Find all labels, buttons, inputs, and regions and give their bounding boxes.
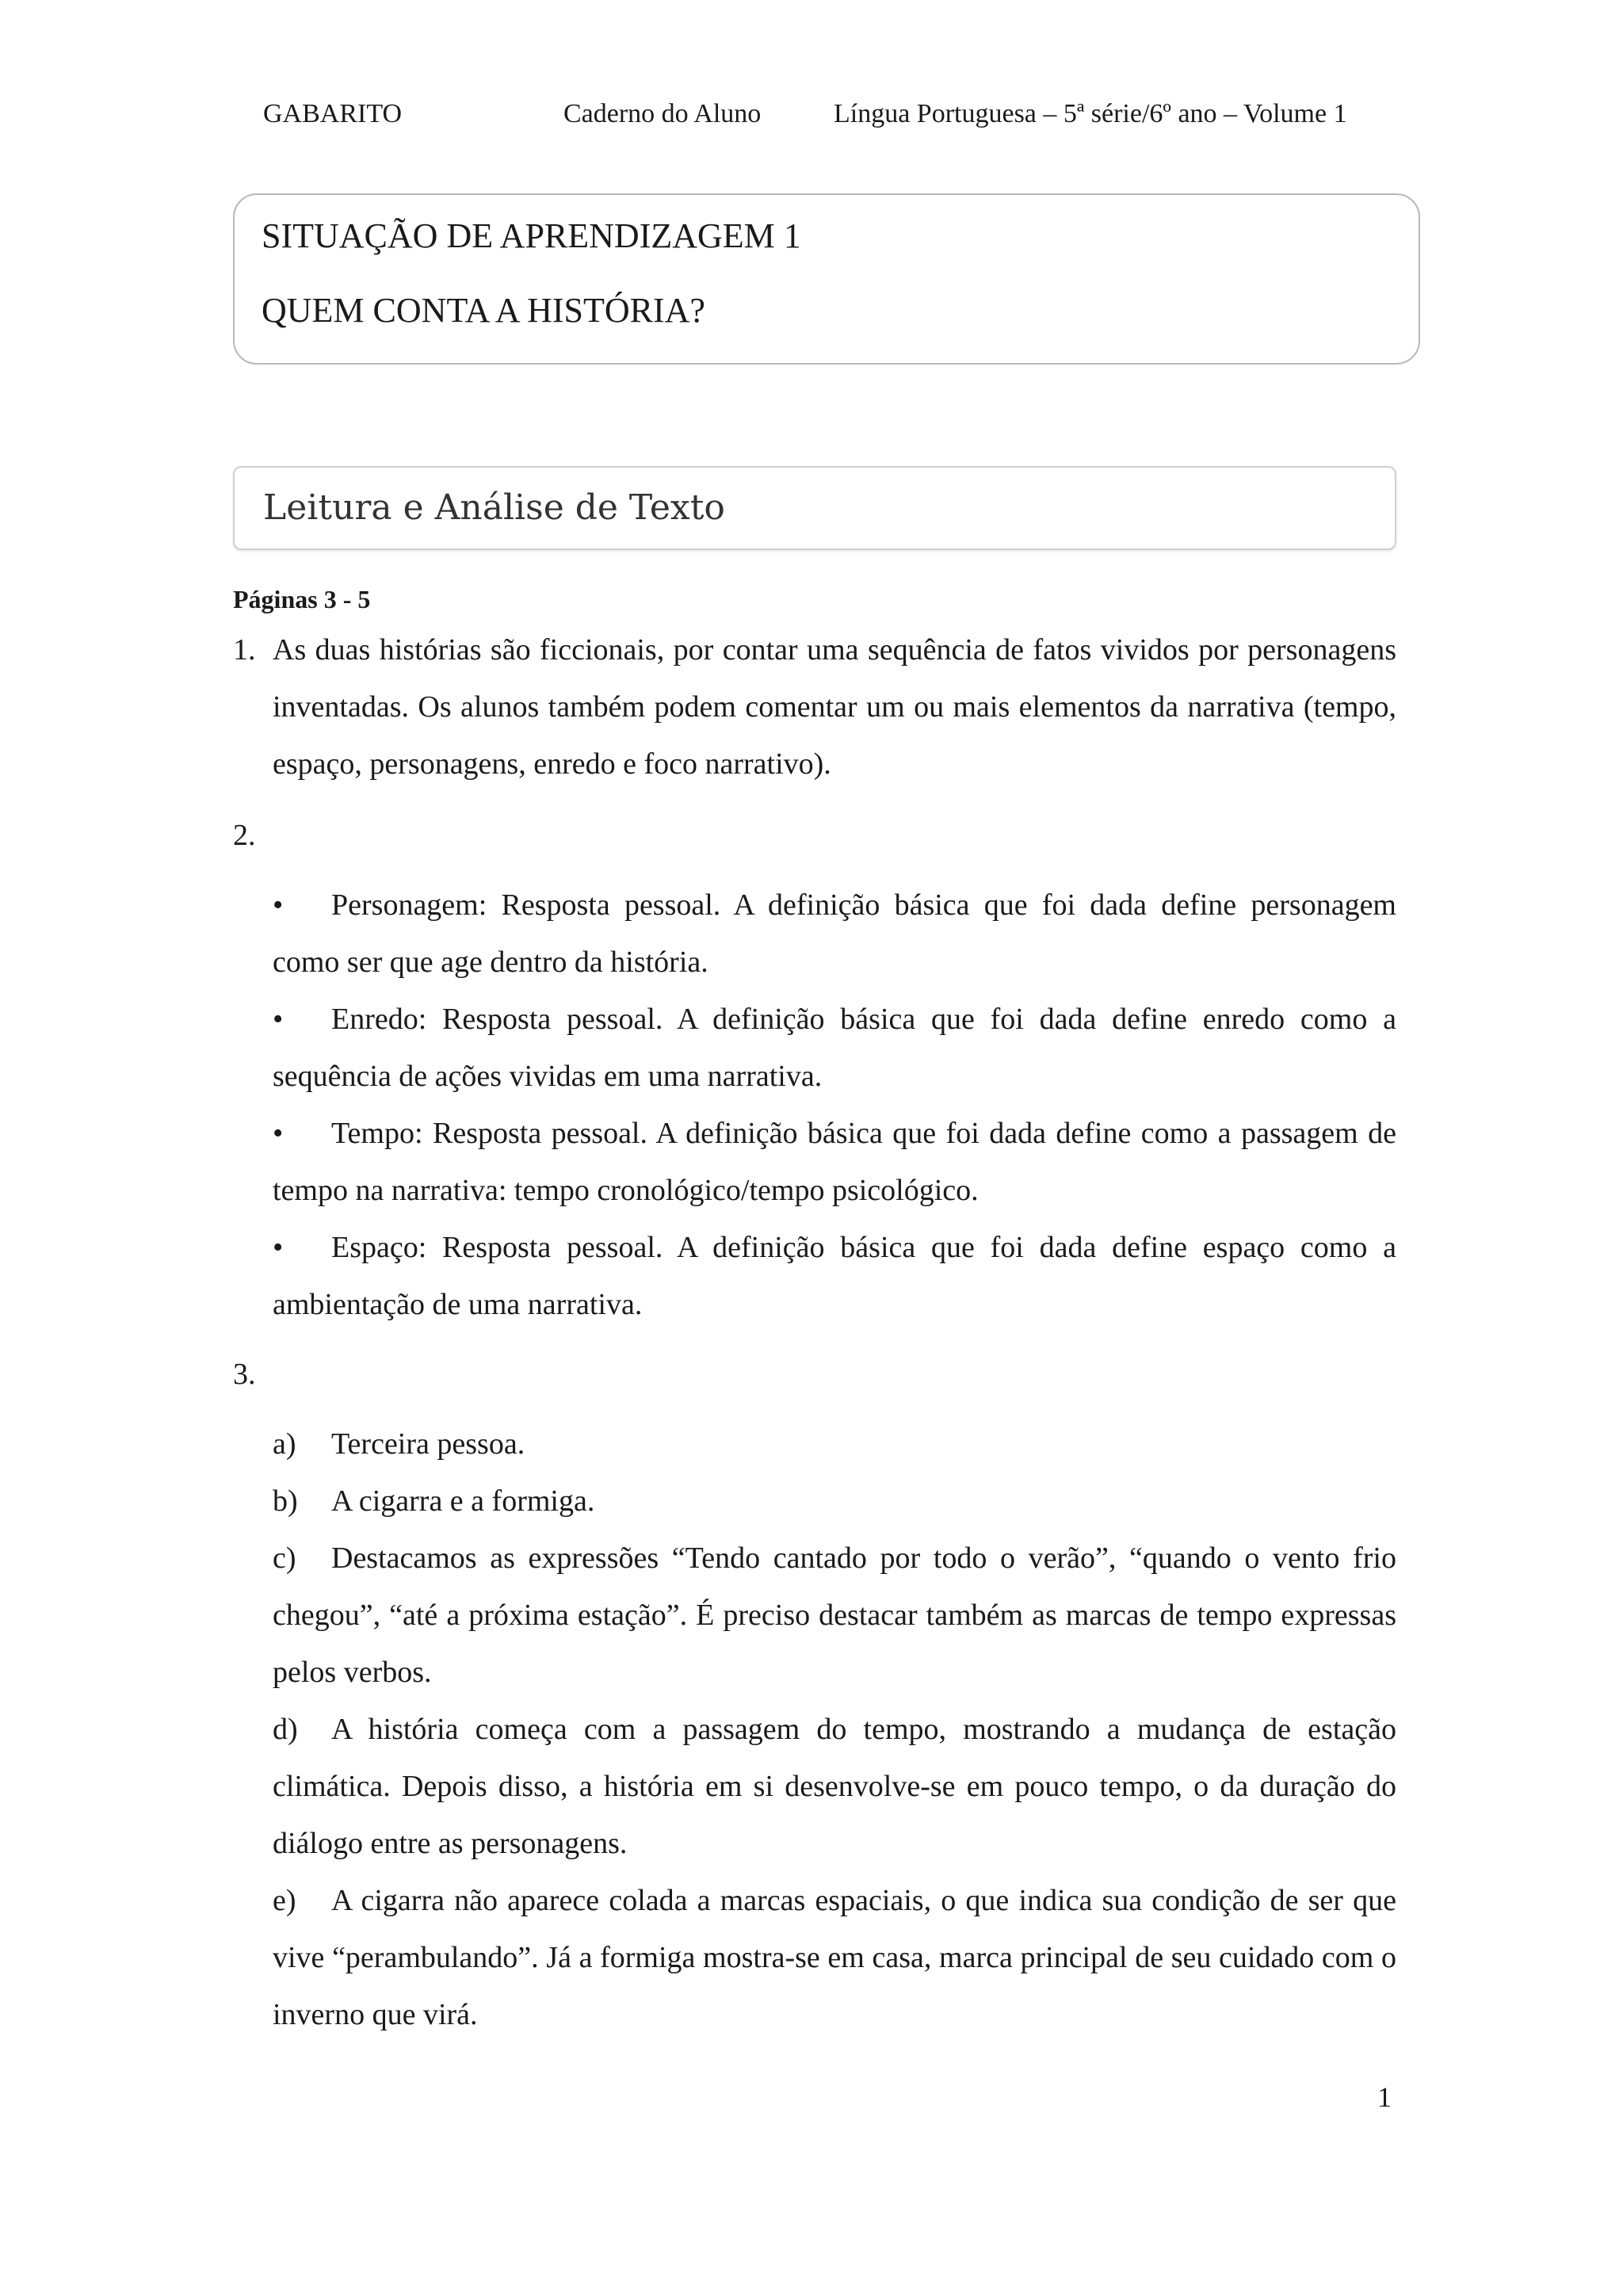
item-marker: a) xyxy=(273,1427,296,1461)
pages-label: Páginas 3 - 5 xyxy=(233,585,371,613)
question-3-item-text: Terceira pessoa. xyxy=(331,1427,525,1461)
section-heading: Leitura e Análise de Texto xyxy=(263,487,725,528)
question-3-item xyxy=(273,1701,1396,1872)
item-marker: d) xyxy=(273,1713,298,1746)
bullet-marker: • xyxy=(273,1117,284,1150)
question-2-item xyxy=(273,1105,1396,1219)
item-marker: e) xyxy=(273,1884,296,1917)
question-3-item-text: A história começa com a passagem do tempo, mostrando a mudança de estação climática. Depois disso, a história em si desenvolve-se em pouco tempo, o da duração do diálogo entre as personagens. xyxy=(273,1713,1396,1860)
question-1-number: 1. xyxy=(233,633,256,667)
question-3-item xyxy=(273,1473,1396,1530)
bullet-marker: • xyxy=(273,1231,284,1264)
title-box xyxy=(233,193,1420,365)
question-2-item-text: Tempo: Resposta pessoal. A definição básica que foi dada define como a passagem de tempo na narrativa: tempo cronológico/tempo psicológico. xyxy=(273,1117,1396,1207)
question-2-item xyxy=(273,1219,1396,1333)
header-label-disciplina: Língua Portuguesa – 5ª série/6º ano – Volume 1 xyxy=(834,99,1347,128)
question-2-item-text: Enredo: Resposta pessoal. A definição básica que foi dada define enredo como a sequência de ações vividas em uma narrativa. xyxy=(273,1003,1396,1093)
question-1-text: As duas histórias são ficcionais, por contar uma sequência de fatos vividos por personagens inventadas. Os alunos também podem comentar um ou mais elementos da narrativa (tempo, espaço, personagens, enredo e foco narrativo). xyxy=(273,633,1396,781)
question-2-item-text: Espaço: Resposta pessoal. A definição básica que foi dada define espaço como a ambientação de uma narrativa. xyxy=(273,1231,1396,1321)
bullet-marker: • xyxy=(273,888,284,922)
title-line-2: QUEM CONTA A HISTÓRIA? xyxy=(262,291,705,330)
question-2-item xyxy=(273,877,1396,991)
bullet-marker: • xyxy=(273,1003,284,1036)
section-heading-box xyxy=(233,466,1396,550)
title-line-1: SITUAÇÃO DE APRENDIZAGEM 1 xyxy=(262,216,801,255)
question-3-number: 3. xyxy=(233,1358,256,1391)
question-3-item-text: Destacamos as expressões “Tendo cantado por todo o verão”, “quando o vento frio chegou”, “até a próxima estação”. É preciso destacar também as marcas de tempo expressas pelos verbos. xyxy=(273,1541,1396,1689)
question-3-item xyxy=(273,1872,1396,2043)
question-3-item xyxy=(273,1415,1396,1473)
item-marker: c) xyxy=(273,1541,296,1575)
question-3-item-text: A cigarra não aparece colada a marcas espaciais, o que indica sua condição de ser que vive “perambulando”. Já a formiga mostra-se em casa, marca principal de seu cuidado com o inverno que virá. xyxy=(273,1884,1396,2031)
item-marker: b) xyxy=(273,1484,298,1518)
question-3-item xyxy=(273,1530,1396,1701)
question-2-item xyxy=(273,991,1396,1105)
question-2-number: 2. xyxy=(233,819,256,852)
header-label-caderno: Caderno do Aluno xyxy=(563,99,762,128)
question-3-item-text: A cigarra e a formiga. xyxy=(331,1484,595,1518)
header-label-gabarito: GABARITO xyxy=(263,99,403,128)
question-2-item-text: Personagem: Resposta pessoal. A definição básica que foi dada define personagem como ser que age dentro da história. xyxy=(273,888,1396,979)
page-number: 1 xyxy=(1377,2081,1392,2113)
